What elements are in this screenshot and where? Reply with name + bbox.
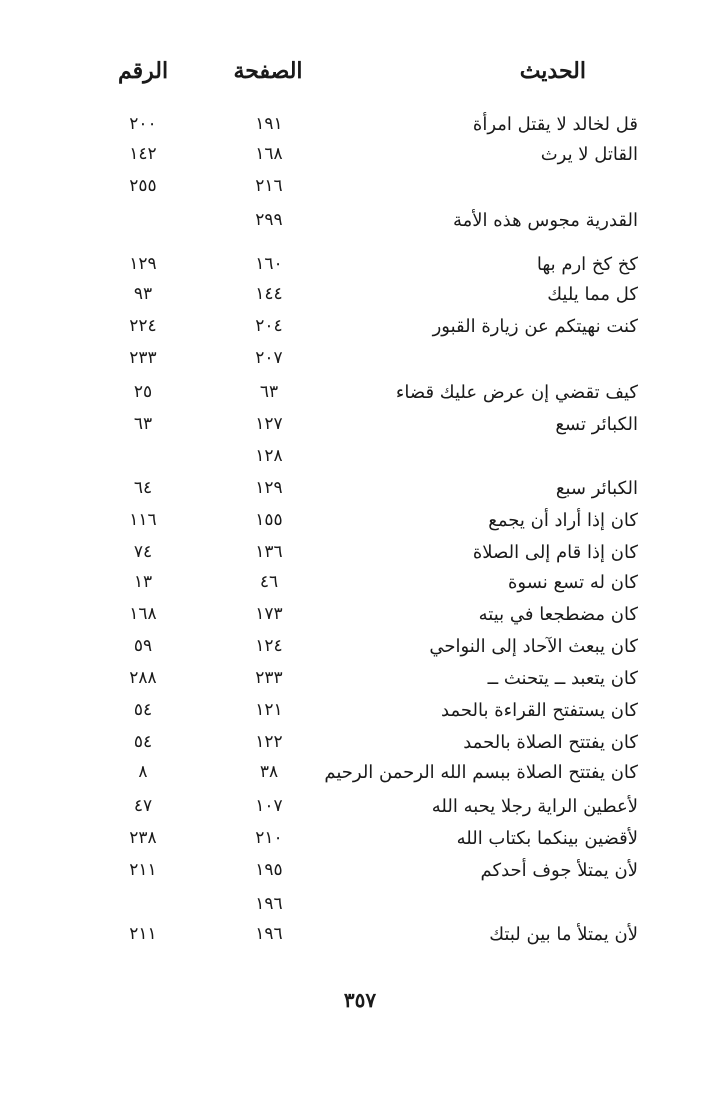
table-row [0,284,720,314]
table-row [0,144,720,174]
entry-hadith: كان إذا أراد أن يجمع [488,510,638,531]
entry-hadith: لأقضين بينكما بكتاب الله [456,828,638,849]
entry-number: ٢٥٥ [129,176,157,196]
entry-hadith: القدرية مجوس هذه الأمة [452,210,638,231]
entry-hadith: كل مما يليك [547,284,638,305]
entry-page: ١٩٥ [255,860,283,880]
table-row [0,348,720,378]
entry-page: ١٤٤ [255,284,283,304]
entry-page: ١٩٦ [255,924,283,944]
entry-number: ٤٧ [133,796,153,816]
table-row [0,176,720,206]
entry-page: ٢١٠ [255,828,283,848]
entry-page: ٢٩٩ [255,210,283,230]
entry-hadith: كان إذا قام إلى الصلاة [472,542,638,563]
entry-hadith: كنت نهيتكم عن زيارة القبور [432,316,638,337]
entry-page: ١٣٦ [255,542,283,562]
entry-hadith: كان يستفتح القراءة بالحمد [441,700,638,721]
table-row [0,894,720,924]
entry-hadith: كان مضطجعا في بيته [478,604,638,625]
table-row [0,446,720,476]
entry-number: ٢١١ [129,860,157,880]
entry-page: ١٢٨ [255,446,283,466]
table-row [0,732,720,762]
entry-page: ١٩٦ [255,894,283,914]
entry-hadith: لأن يمتلأ جوف أحدكم [480,860,638,881]
table-row [0,478,720,508]
entry-number: ٢٨٨ [129,668,157,688]
entry-number: ٥٤ [133,700,153,720]
entry-number: ١٤٢ [129,144,157,164]
table-header [0,58,720,98]
entry-number: ٢٣٣ [129,348,157,368]
table-row [0,316,720,346]
entry-number: ٩٣ [133,284,153,304]
table-row [0,254,720,284]
entry-number: ٥٩ [133,636,153,656]
entry-page: ١٦٨ [255,144,283,164]
table-row [0,114,720,144]
entry-page: ٢٠٤ [255,316,283,336]
entry-hadith: القاتل لا يرث [540,144,638,165]
entry-page: ٤٦ [259,572,279,592]
entry-page: ١٦٠ [255,254,283,274]
entry-page: ١٢٧ [255,414,283,434]
entry-number: ١١٦ [129,510,157,530]
entry-number: ٢٥ [133,382,153,402]
entry-hadith: لأعطين الراية رجلا يحبه الله [431,796,638,817]
table-row [0,860,720,890]
entry-hadith: قل لخالد لا يقتل امرأة [472,114,638,135]
entry-hadith: كان يفتتح الصلاة بالحمد [463,732,638,753]
table-row [0,636,720,666]
entry-page: ١٢١ [255,700,283,720]
entry-page: ١٢٤ [255,636,283,656]
entry-hadith: كان يفتتح الصلاة ببسم الله الرحمن الرحيم [324,762,638,783]
entry-number: ٦٣ [133,414,153,434]
entry-number: ٢٣٨ [129,828,157,848]
table-row [0,762,720,792]
entry-number: ٢٠٠ [129,114,157,134]
entry-page: ١٢٩ [255,478,283,498]
table-row [0,210,720,240]
table-row [0,510,720,540]
entry-hadith: كيف تقضي إن عرض عليك قضاء [395,382,638,403]
table-row [0,668,720,698]
table-row [0,572,720,602]
table-row [0,414,720,444]
entry-page: ١٠٧ [255,796,283,816]
entry-number: ٥٤ [133,732,153,752]
entry-number: ١٣ [133,572,153,592]
entry-number: ٧٤ [133,542,153,562]
header-number: الرقم [117,58,169,84]
page-number: ٣٥٧ [343,988,377,1012]
entry-hadith: الكبائر تسع [555,414,638,435]
table-row [0,828,720,858]
entry-hadith: كان يبعث الآحاد إلى النواحي [429,636,638,657]
table-row [0,604,720,634]
entry-page: ٢١٦ [255,176,283,196]
entry-hadith: كان يتعبد ــ يتحنث ــ [487,668,638,689]
entry-hadith: لأن يمتلأ ما بين لبتك [489,924,638,945]
entry-page: ٦٣ [259,382,279,402]
entry-page: ١٩١ [255,114,283,134]
table-row [0,700,720,730]
entry-number: ٢١١ [129,924,157,944]
entry-page: ٣٨ [259,762,279,782]
entry-page: ١٥٥ [255,510,283,530]
entry-number: ١٢٩ [129,254,157,274]
entry-number: ٨ [138,762,148,782]
entry-hadith: كخ كخ ارم بها [536,254,638,275]
entry-hadith: الكبائر سبع [555,478,638,499]
entry-number: ١٦٨ [129,604,157,624]
entry-page: ١٢٢ [255,732,283,752]
entry-page: ٢٣٣ [255,668,283,688]
entry-page: ٢٠٧ [255,348,283,368]
entry-hadith: كان له تسع نسوة [507,572,638,593]
header-page: الصفحة [233,58,303,84]
entry-page: ١٧٣ [255,604,283,624]
table-row [0,542,720,572]
table-row [0,382,720,412]
table-row [0,924,720,954]
header-hadith: الحديث [519,58,586,84]
table-row [0,796,720,826]
entry-number: ٢٢٤ [129,316,157,336]
entry-number: ٦٤ [133,478,153,498]
